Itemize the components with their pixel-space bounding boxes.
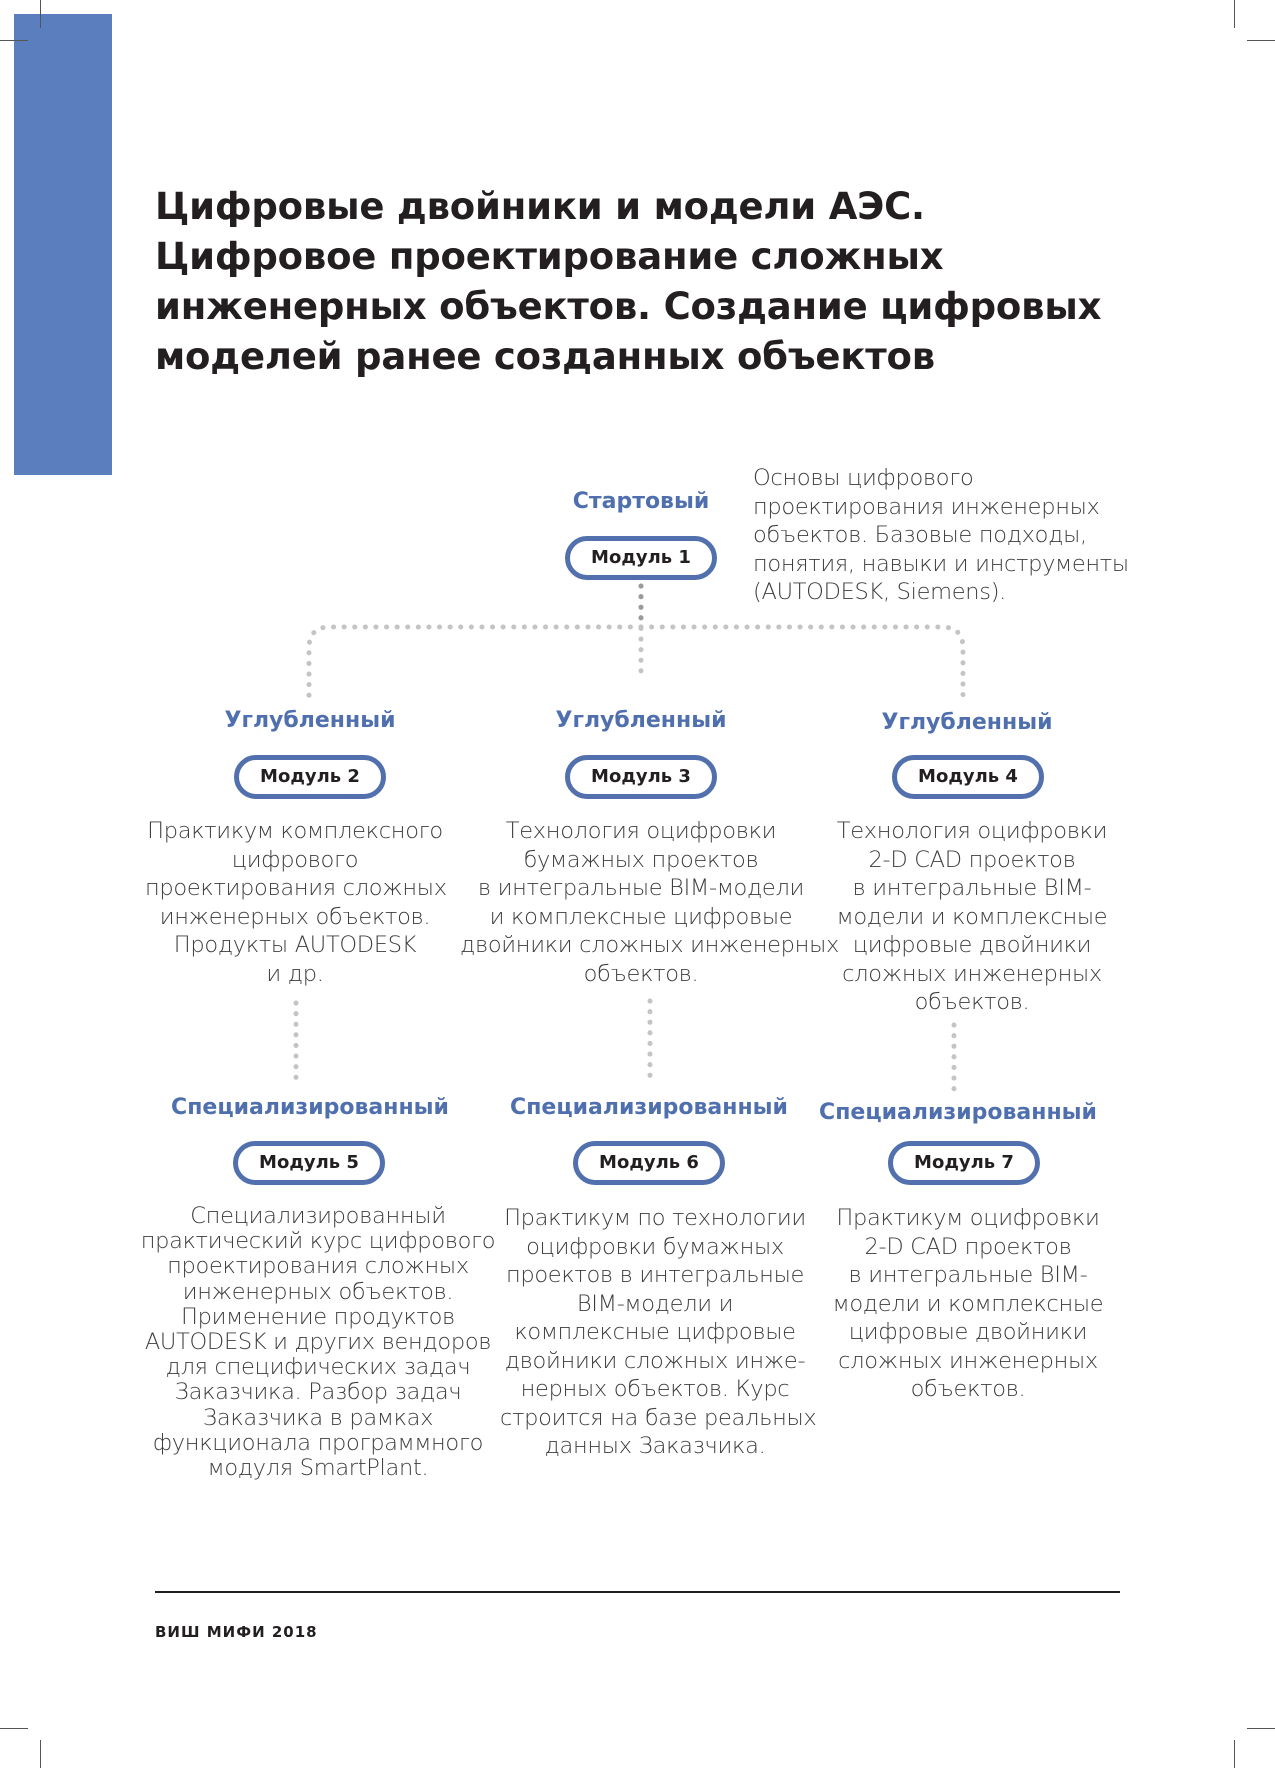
description-line: Применение продуктов	[181, 1303, 455, 1330]
level-label-m6: Специализированный	[510, 1095, 788, 1120]
description-line: сложных инженерных	[842, 960, 1102, 987]
description-line: модели и комплексные	[836, 903, 1108, 930]
description-line: и комплексные цифровые	[489, 903, 793, 930]
module-node-m3: Модуль 3	[565, 755, 717, 799]
description-line: 2-D CAD проектов	[868, 846, 1076, 873]
level-label-m3: Углубленный	[555, 708, 727, 733]
description-line: бумажных проектов	[523, 846, 759, 873]
description-line: в интегральные BIM-модели	[477, 875, 805, 901]
description-line: двойники сложных инже-	[504, 1347, 806, 1374]
title-line: моделей ранее созданных объектов	[155, 335, 935, 378]
level-label-m5: Специализированный	[171, 1095, 449, 1120]
description-line: объектов.	[910, 1376, 1026, 1402]
description-line: Практикум комплексного	[147, 818, 443, 844]
description-line: Основы цифрового	[753, 465, 974, 491]
description-line: понятия, навыки и инструменты	[753, 550, 1129, 577]
module-description-m3	[460, 817, 840, 988]
description-line: проектирования сложных	[167, 1253, 469, 1280]
footer-divider	[155, 1591, 1120, 1593]
level-label-m2: Углубленный	[224, 708, 396, 733]
description-line: комплексные цифровые	[514, 1319, 796, 1345]
description-line: данных Заказчика.	[544, 1433, 766, 1459]
module-node-m7: Модуль 7	[888, 1141, 1040, 1185]
description-line: Продукты AUTODESK	[173, 932, 417, 958]
title-line: Цифровые двойники и модели АЭС.	[155, 185, 925, 228]
description-line: проектирования инженерных	[753, 493, 1100, 520]
module-node-m5: Модуль 5	[233, 1141, 385, 1185]
description-line: Заказчика в рамках	[202, 1404, 434, 1431]
description-line: (AUTODESK, Siemens).	[753, 579, 1007, 605]
module-description-m2	[145, 817, 445, 988]
description-line: AUTODESK и других вендоров	[144, 1329, 492, 1356]
description-line: Технология оцифровки	[836, 818, 1108, 844]
edge-m1-m4	[641, 627, 963, 702]
module-node-m6: Модуль 6	[573, 1141, 725, 1185]
edge-m1-m2	[309, 627, 641, 702]
module-description-m7	[828, 1204, 1108, 1404]
module-description-m6	[500, 1204, 817, 1461]
level-label-m4: Углубленный	[881, 710, 1053, 735]
description-line: для специфических задач	[165, 1354, 471, 1381]
description-line: цифровые двойники	[848, 1319, 1088, 1345]
description-line: Специализированный	[190, 1203, 446, 1229]
module-node-m4: Модуль 4	[892, 755, 1044, 799]
module-description-m1	[753, 464, 1129, 607]
description-line: инженерных объектов.	[159, 903, 431, 930]
description-line: BIM-модели и	[576, 1290, 734, 1317]
description-line: объектов. Базовые подходы,	[753, 522, 1087, 548]
module-description-m5	[140, 1204, 496, 1481]
level-label-m7: Специализированный	[819, 1100, 1097, 1125]
description-line: Практикум по технологии	[504, 1205, 806, 1231]
module-node-m1: Модуль 1	[565, 536, 717, 580]
description-line: 2-D CAD проектов	[864, 1233, 1072, 1260]
description-line: Практикум оцифровки	[836, 1205, 1100, 1231]
description-line: оцифровки бумажных	[526, 1233, 784, 1260]
description-line: Заказчика. Разбор задач	[174, 1379, 462, 1406]
description-line: инженерных объектов.	[182, 1278, 454, 1305]
description-line: строится на базе реальных	[500, 1404, 817, 1431]
description-line: сложных инженерных	[838, 1347, 1098, 1374]
description-line: проектов в интегральные	[505, 1262, 805, 1288]
title-line: Цифровое проектирование сложных	[155, 235, 944, 278]
description-line: объектов.	[583, 960, 699, 987]
description-line: двойники сложных инженерных	[460, 932, 840, 958]
description-line: в интегральные BIM-	[848, 1262, 1088, 1288]
description-line: практический курс цифрового	[140, 1228, 496, 1255]
description-line: нерных объектов. Курс	[520, 1376, 790, 1402]
description-line: в интегральные BIM-	[852, 875, 1092, 901]
level-label-m1: Стартовый	[572, 489, 710, 514]
title-line: инженерных объектов. Создание цифровых	[155, 285, 1102, 328]
description-line: и др.	[266, 960, 324, 987]
module-node-m2: Модуль 2	[234, 755, 386, 799]
description-line: функционала программного	[152, 1429, 484, 1456]
footer-text: ВИШ МИФИ 2018	[155, 1623, 318, 1641]
description-line: объектов.	[914, 989, 1030, 1015]
description-line: модуля SmartPlant.	[207, 1455, 429, 1482]
description-line: Технология оцифровки	[505, 818, 777, 844]
description-line: проектирования сложных	[145, 875, 447, 901]
module-description-m4	[834, 817, 1110, 1017]
description-line: цифровые двойники	[852, 932, 1092, 958]
description-line: цифрового	[231, 846, 359, 873]
description-line: модели и комплексные	[832, 1290, 1104, 1317]
